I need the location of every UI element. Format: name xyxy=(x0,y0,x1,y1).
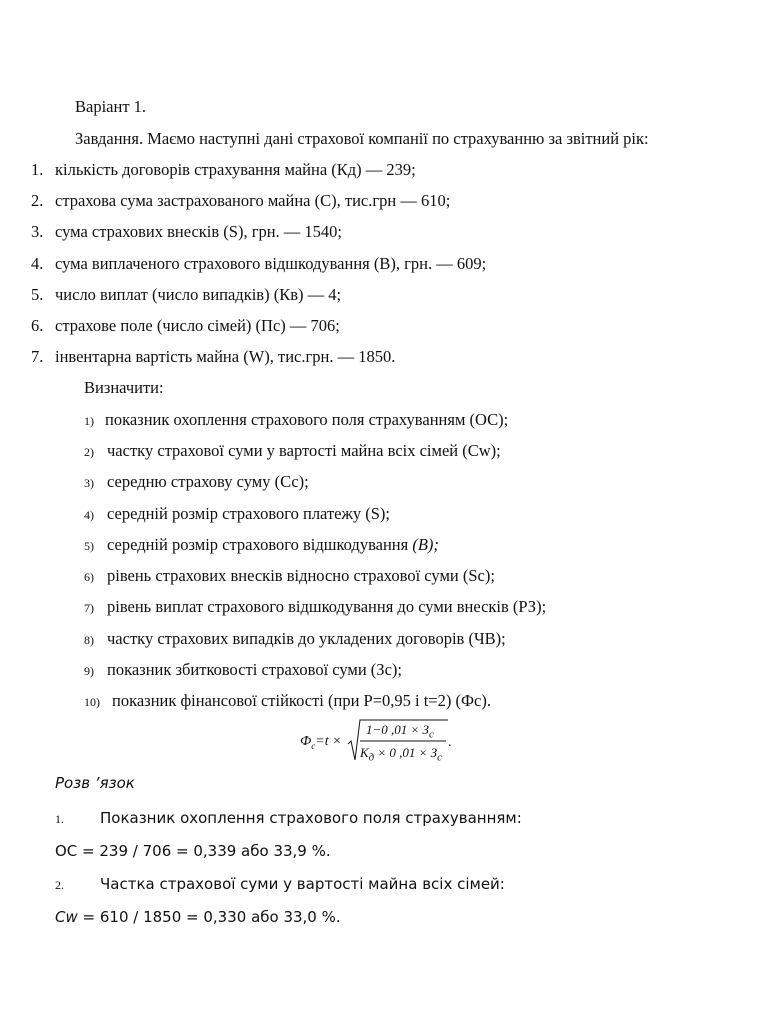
formula-numerator: 1−0 $,01 \times З_c$ xyxy=(366,722,434,741)
list-item: 4) середній розмір страхового платежу (S); xyxy=(84,504,391,523)
list-item: 10) показник фінансової стійкості (при Р=0,95 і t=2) (Фс). xyxy=(84,691,491,710)
list-item: 7) рівень виплат страхового відшкодування до суми внесків (РЗ); xyxy=(84,597,547,616)
list-item: 8) частку страхових випадків до укладених договорів (ЧВ); xyxy=(84,629,506,648)
list-item: 1) показник охоплення страхового поля страхуванням (ОС); xyxy=(84,410,509,429)
list-item: 4. сума виплаченого страхового відшкодування (В), грн. — 609; xyxy=(31,254,487,273)
list-item: 2) частку страхової суми у вартості майна всіх сімей (Cw); xyxy=(84,441,501,460)
list-item: 5. число виплат (число випадків) (Кв) — 4; xyxy=(31,285,342,304)
list-item: 3. сума страхових внесків (S), грн. — 1540; xyxy=(31,222,343,241)
variant-heading: Варіант 1. xyxy=(75,97,147,116)
list-item: 7. інвентарна вартість майна (W), тис.грн. — 1850. xyxy=(31,347,396,366)
solution-step-title: 1. Показник охоплення страхового поля страхуванням: xyxy=(55,809,522,827)
list-item: 6) рівень страхових внесків відносно страхової суми (Sс); xyxy=(84,566,495,585)
solution-step-result: Cw = 610 / 1850 = 0,330 або 33,0 %. xyxy=(55,908,341,926)
determine-label: Визначити: xyxy=(84,378,164,397)
solution-heading: Розв ’язок xyxy=(55,774,135,792)
list-item: 9) показник збитковості страхової суми (Зс); xyxy=(84,660,402,679)
task-intro: Завдання. Маємо наступні дані страхової компанії по страхуванню за звітний рік: xyxy=(75,129,649,148)
formula-denominator: $К_д \times 0$ $,01 \times З_c$ xyxy=(360,745,442,764)
list-item: 6. страхове поле (число сімей) (Пс) — 706; xyxy=(31,316,340,335)
list-item: 3) середню страхову суму (Сс); xyxy=(84,472,309,491)
list-item: 1. кількість договорів страхування майна (Кд) — 239; xyxy=(31,160,416,179)
list-item: 5) середній розмір страхового відшкодування (В); xyxy=(84,535,439,554)
formula-lhs: $Ф_c=t$ × xyxy=(300,734,342,751)
solution-step-result: ОС = 239 / 706 = 0,339 або 33,9 %. xyxy=(55,842,331,860)
solution-step-title: 2. Частка страхової суми у вартості майна всіх сімей: xyxy=(55,875,505,893)
list-item: 2. страхова сума застрахованого майна (С), тис.грн — 610; xyxy=(31,191,451,210)
